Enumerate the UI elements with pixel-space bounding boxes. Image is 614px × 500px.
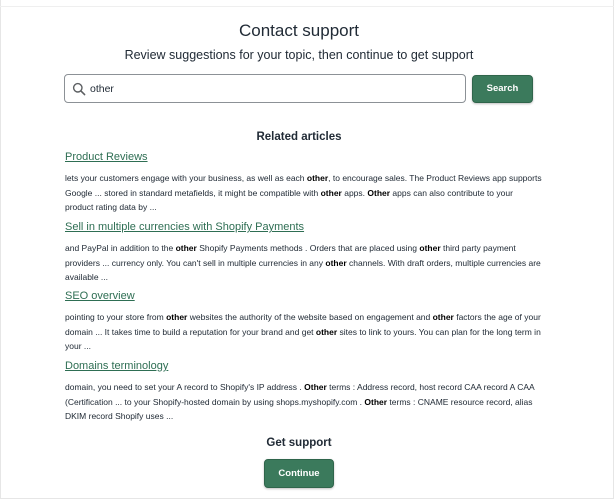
search-button[interactable]: Search [472, 75, 533, 103]
get-support-heading: Get support [266, 437, 332, 449]
highlighted-term: other [166, 312, 188, 322]
search-input[interactable] [90, 80, 450, 98]
continue-button[interactable]: Continue [264, 459, 334, 488]
article-snippet [65, 171, 543, 215]
snippet-text: apps can also contribute to your product rating data by ... [65, 187, 513, 212]
snippet-text: pointing to your store from [65, 312, 167, 322]
snippet-text: apps. [341, 187, 368, 198]
snippet-text: channels. With draft orders, multiple currencies are available ... [65, 257, 541, 282]
article-snippet [65, 380, 543, 424]
search-box[interactable] [64, 74, 466, 103]
snippet-text: lets your customers engage with your business, as well as each [65, 173, 307, 183]
snippet-text: third party payment providers ... currency only. You can't sell in multiple currencies in any [65, 243, 516, 268]
article-item [65, 151, 543, 215]
highlighted-term: other [325, 257, 347, 268]
snippet-text: sites to link to yours. You can plan for the long term in your ... [65, 326, 541, 351]
article-snippet [65, 310, 543, 354]
article-link[interactable]: Product Reviews [65, 151, 148, 163]
highlighted-term: other [315, 326, 338, 337]
snippet-text: and PayPal in addition to the [65, 243, 176, 253]
highlighted-term: other [432, 312, 454, 322]
highlighted-term: Other [367, 187, 391, 198]
page-subtitle: Review suggestions for your topic, then continue to get support [124, 48, 474, 62]
top-divider [0, 6, 614, 7]
highlighted-term: other [175, 243, 197, 253]
highlighted-term: Other [304, 382, 327, 392]
snippet-text: , to encourage sales. The Product Reviews app supports Google ... stored in standard metafields, it might be compatible with [65, 173, 542, 198]
snippet-text: factors the age of your domain ... It takes time to build a reputation for your brand and get [65, 312, 541, 337]
highlighted-term: other [306, 173, 329, 183]
article-snippet [65, 241, 543, 285]
page-title: Contact support [238, 21, 359, 40]
highlighted-term: other [320, 187, 342, 198]
snippet-text: terms : CNAME resource record, alias DKIM record Shopify uses ... [65, 396, 533, 421]
snippet-text: Shopify Payments methods . Orders that are placed using [196, 243, 420, 253]
article-link[interactable]: Sell in multiple currencies with Shopify Payments [65, 221, 305, 233]
search-icon [72, 82, 86, 96]
article-item [65, 290, 543, 354]
highlighted-term: other [419, 243, 441, 253]
article-link[interactable]: Domains terminology [65, 360, 169, 372]
snippet-text: domain, you need to set your A record to Shopify's IP address . [65, 382, 305, 392]
highlighted-term: Other [364, 396, 388, 407]
snippet-text: websites the authority of the website based on engagement and [187, 312, 433, 322]
snippet-text: terms : Address record, host record CAA record A CAA (Certification ... to your Shopify-hosted domain by using shops.myshopify.com . [65, 382, 535, 407]
related-articles-heading: Related articles [256, 131, 342, 143]
article-link[interactable]: SEO overview [65, 290, 135, 302]
article-item [65, 360, 543, 424]
article-item [65, 221, 543, 285]
